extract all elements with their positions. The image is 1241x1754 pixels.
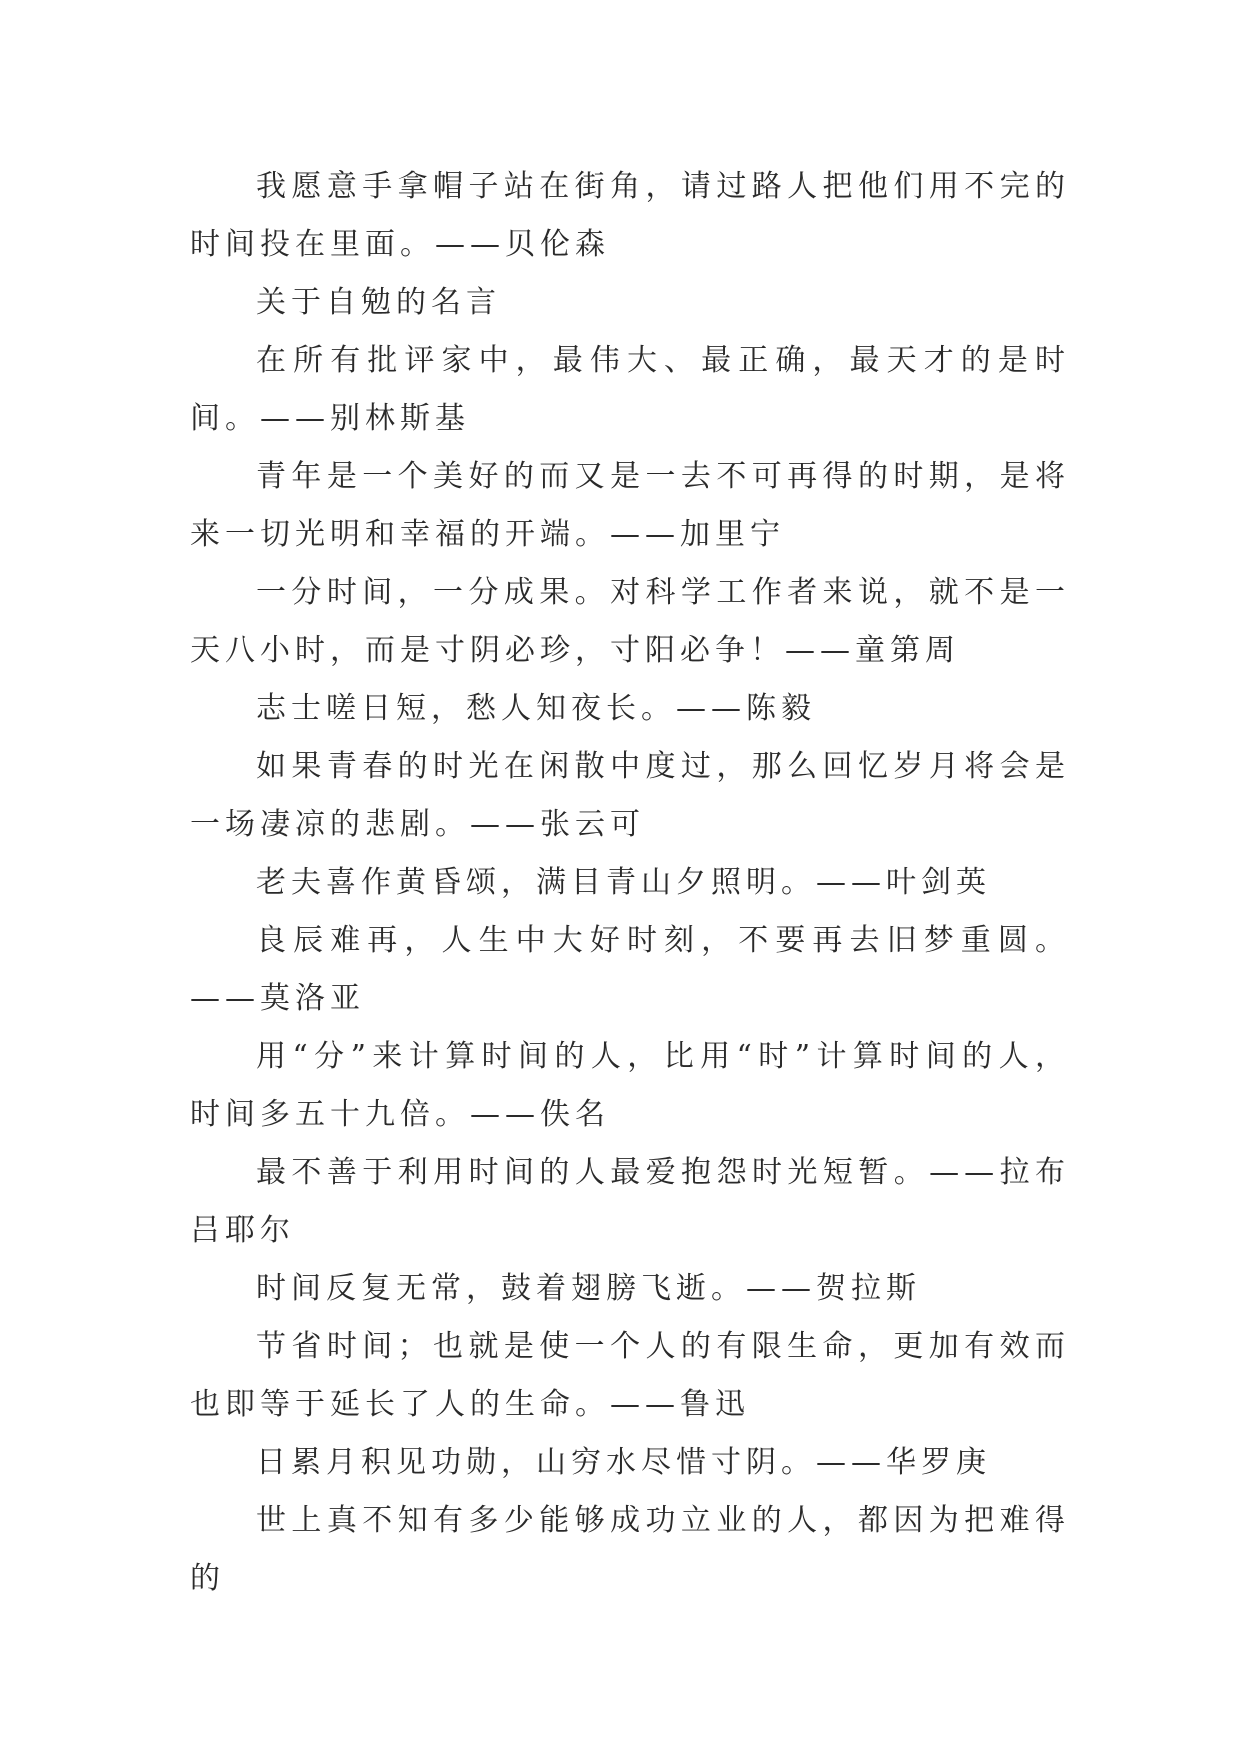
section-heading: 关于自勉的名言	[256, 285, 501, 320]
paragraph-quote: 青年是一个美好的而又是一去不可再得的时期，是将来一切光明和幸福的开端。——加里宁	[190, 459, 1070, 552]
paragraph-quote: 我愿意手拿帽子站在街角，请过路人把他们用不完的时间投在里面。——贝伦森	[190, 169, 1070, 262]
paragraph-quote: 志士嗟日短，愁人知夜长。——陈毅	[256, 691, 816, 726]
paragraph-quote: 在所有批评家中，最伟大、最正确，最天才的是时间。——别林斯基	[190, 343, 1070, 436]
document-body	[190, 158, 1070, 1608]
paragraph-quote: 节省时间；也就是使一个人的有限生命，更加有效而也即等于延长了人的生命。——鲁迅	[190, 1329, 1070, 1422]
paragraph-quote: 良辰难再，人生中大好时刻，不要再去旧梦重圆。——莫洛亚	[190, 923, 1070, 1016]
paragraph-quote: 日累月积见功勋，山穷水尽惜寸阴。——华罗庚	[256, 1445, 991, 1480]
paragraph-quote: 时间反复无常，鼓着翅膀飞逝。——贺拉斯	[256, 1271, 921, 1306]
paragraph-quote: 如果青春的时光在闲散中度过，那么回忆岁月将会是一场凄凉的悲剧。——张云可	[190, 749, 1070, 842]
paragraph-quote: 最不善于利用时间的人最爱抱怨时光短暂。——拉布吕耶尔	[190, 1155, 1070, 1248]
paragraph-quote: 世上真不知有多少能够成功立业的人，都因为把难得的	[190, 1503, 1070, 1596]
paragraph-quote: 一分时间，一分成果。对科学工作者来说，就不是一天八小时，而是寸阴必珍，寸阳必争！——童第周	[190, 575, 1070, 668]
paragraph-quote: 用“分”来计算时间的人，比用“时”计算时间的人，时间多五十九倍。——佚名	[190, 1039, 1070, 1132]
paragraph-quote: 老夫喜作黄昏颂，满目青山夕照明。——叶剑英	[256, 865, 991, 900]
